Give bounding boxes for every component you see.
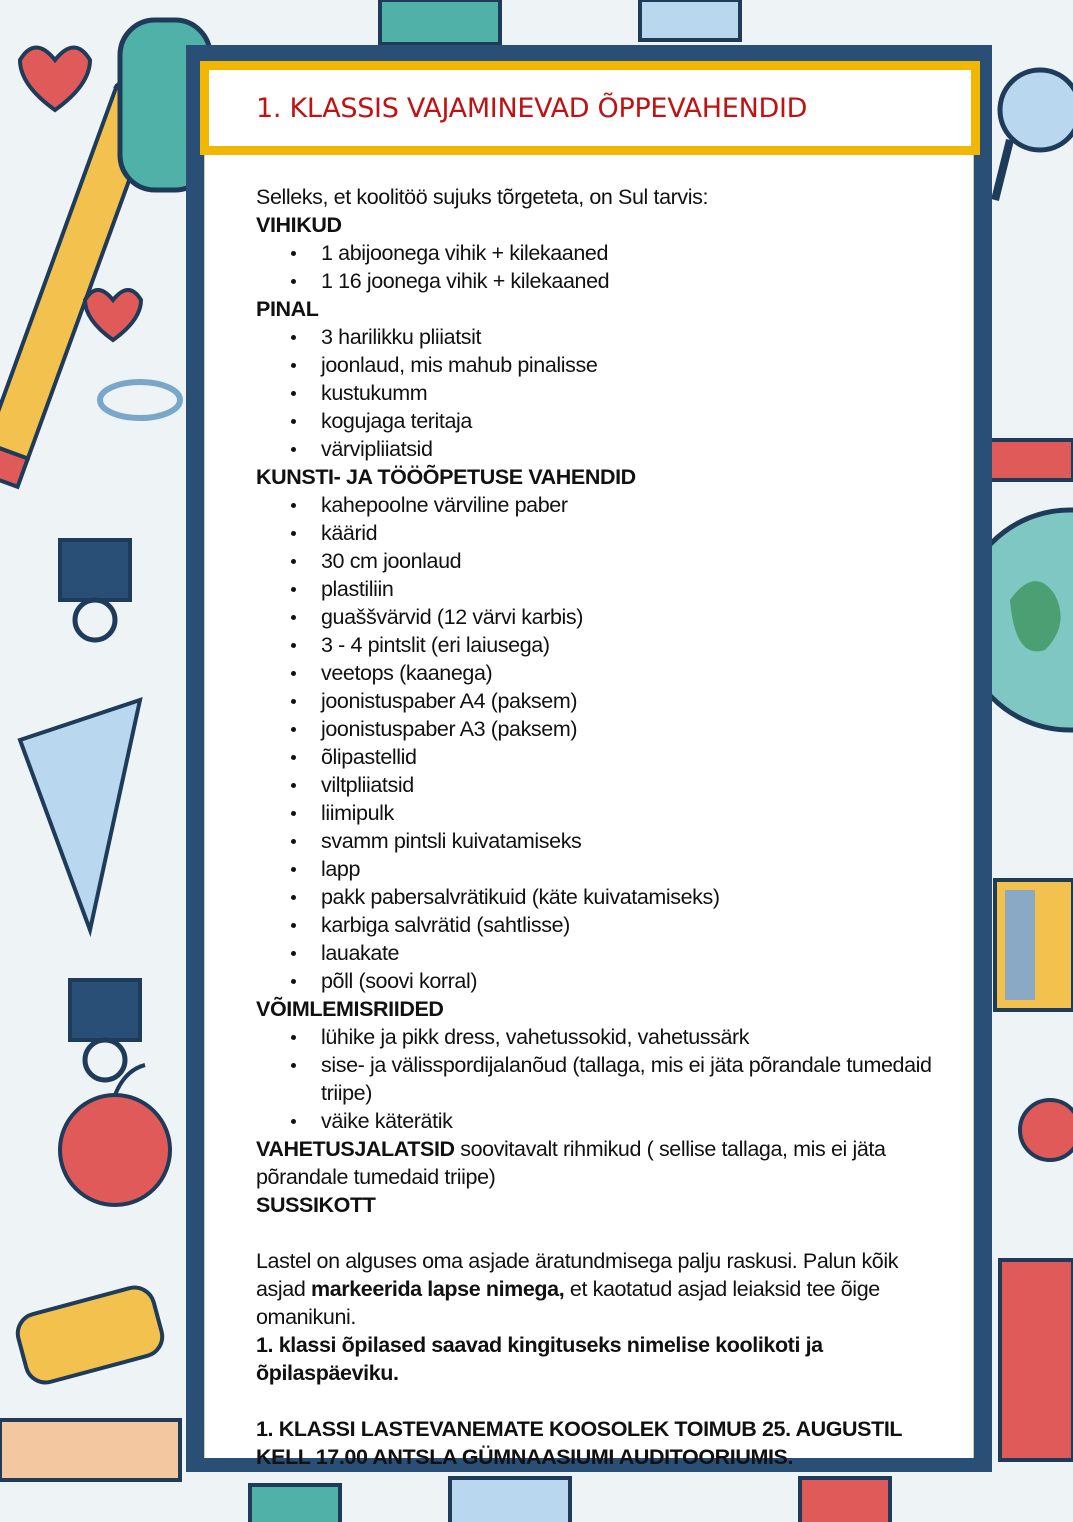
section-heading: VÕIMLEMISRIIDED (256, 997, 444, 1021)
note-paragraph (256, 1247, 946, 1331)
book-icon (995, 880, 1073, 1010)
note-text: Lastel on alguses oma asjade äratundmisega palju raskusi. Palun kõik asjad (256, 1249, 899, 1301)
list-item: svamm pintsli kuivatamiseks (256, 827, 946, 855)
list-item: õlipastellid (256, 743, 946, 771)
ruler-icon (0, 1420, 180, 1480)
list-item: kahepoolne värviline paber (256, 491, 946, 519)
list-item: karbiga salvrätid (sahtlisse) (256, 911, 946, 939)
shoes-heading: VAHETUSJALATSID (256, 1137, 455, 1161)
page-title: 1. KLASSIS VAJAMINEVAD ÕPPEVAHENDID (256, 93, 808, 124)
list-item: guaššvärvid (12 värvi karbis) (256, 603, 946, 631)
list-item: 3 - 4 pintslit (eri laiusega) (256, 631, 946, 659)
list-item: sise- ja välisspordijalanõud (tallaga, mis ei jäta põrandale tumedaid triipe) (256, 1051, 946, 1107)
list-item: joonlaud, mis mahub pinalisse (256, 351, 946, 379)
list-item: kogujaga teritaja (256, 407, 946, 435)
list-item: värvipliiatsid (256, 435, 946, 463)
list-item: käärid (256, 519, 946, 547)
meeting-announcement: 1. KLASSI LASTEVANEMATE KOOSOLEK TOIMUB 25. AUGUSTIL KELL 17.00 ANTSLA GÜMNAASIUMI AUDITOORIUMIS. (256, 1417, 902, 1469)
section-heading: KUNSTI- JA TÖÖÕPETUSE VAHENDID (256, 465, 636, 489)
list-item: plastiliin (256, 575, 946, 603)
supply-list (256, 1023, 946, 1135)
list-item: lühike ja pikk dress, vahetussokid, vahetussärk (256, 1023, 946, 1051)
title-box (200, 61, 980, 155)
list-item: 1 16 joonega vihik + kilekaaned (256, 267, 946, 295)
note-bold-text: markeerida lapse nimega, (310, 1277, 565, 1301)
list-item: kustukumm (256, 379, 946, 407)
list-item: 1 abijoonega vihik + kilekaaned (256, 239, 946, 267)
list-item: liimipulk (256, 799, 946, 827)
intro-text: Selleks, et koolitöö sujuks tõrgeteta, on Sul tarvis: (256, 185, 709, 209)
list-item: lapp (256, 855, 946, 883)
bag-heading: SUSSIKOTT (256, 1193, 376, 1217)
section-heading: PINAL (256, 297, 319, 321)
shoes-paragraph (256, 1135, 946, 1191)
gift-text: 1. klassi õpilased saavad kingituseks nimelise koolikoti ja õpilaspäeviku. (256, 1333, 823, 1385)
list-item: joonistuspaber A3 (paksem) (256, 715, 946, 743)
document-body (256, 183, 946, 1471)
shoes-text: soovitavalt rihmikud ( sellise tallaga, mis ei jäta põrandale tumedaid triipe) (256, 1137, 886, 1189)
supply-list (256, 491, 946, 995)
list-item: joonistuspaber A4 (paksem) (256, 687, 946, 715)
section-heading: VIHIKUD (256, 213, 342, 237)
list-item: lauakate (256, 939, 946, 967)
list-item: 3 harilikku pliiatsit (256, 323, 946, 351)
list-item: veetops (kaanega) (256, 659, 946, 687)
note-text-end: et kaotatud asjad leiaksid tee õige omanikuni. (256, 1277, 880, 1329)
list-item: põll (soovi korral) (256, 967, 946, 995)
book-icon (1000, 1260, 1073, 1460)
list-item: viltpliiatsid (256, 771, 946, 799)
list-item: pakk pabersalvrätikuid (käte kuivatamiseks) (256, 883, 946, 911)
supply-list (256, 239, 946, 295)
supply-list (256, 323, 946, 463)
list-item: väike käterätik (256, 1107, 946, 1135)
list-item: 30 cm joonlaud (256, 547, 946, 575)
